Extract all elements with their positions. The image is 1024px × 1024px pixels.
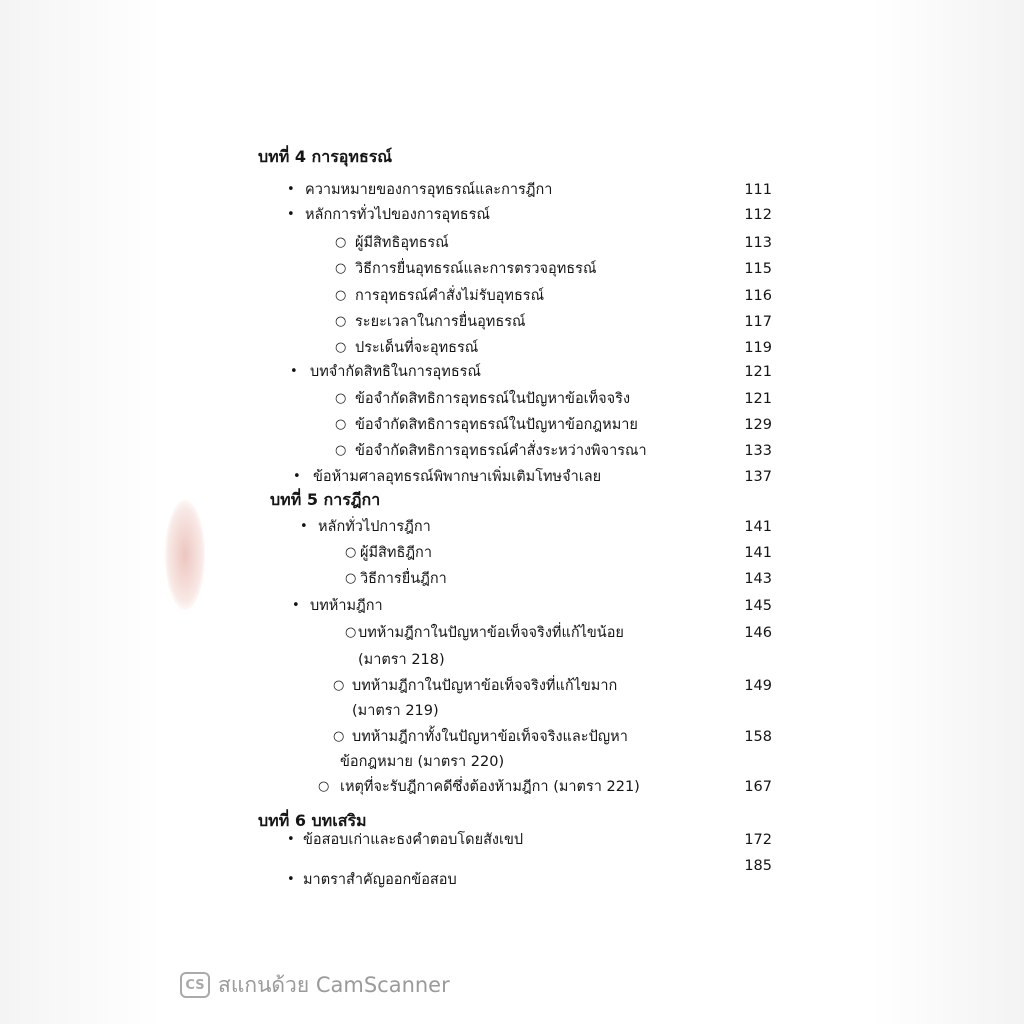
- toc-entry-text: ผู้มีสิทธิอุทธรณ์: [355, 235, 449, 251]
- circle-bullet-icon: ○: [335, 417, 347, 432]
- circle-bullet-icon: ○: [335, 340, 347, 355]
- camscanner-logo-icon: CS: [180, 972, 210, 998]
- chapter-heading: บทที่ 5 การฎีกา: [270, 490, 381, 509]
- toc-entry-text: ระยะเวลาในการยื่นอุทธรณ์: [355, 314, 526, 330]
- chapter-heading: บทที่ 4 การอุทธรณ์: [258, 147, 393, 166]
- toc-entry-text: (มาตรา 218): [358, 652, 445, 668]
- toc-entry-text: ข้อจำกัดสิทธิการอุทธรณ์ในปัญหาข้อกฎหมาย: [355, 417, 638, 433]
- page-number: 121: [744, 391, 772, 407]
- circle-bullet-icon: ○: [333, 678, 345, 693]
- toc-entry-text: ข้อจำกัดสิทธิการอุทธรณ์คำสั่งระหว่างพิจารณา: [355, 443, 647, 459]
- toc-entry-text: หลักทั่วไปการฎีกา: [318, 519, 431, 535]
- page-number: 133: [744, 443, 772, 459]
- page-number: 172: [744, 832, 772, 848]
- camscanner-watermark: [180, 970, 450, 1000]
- page-number: 112: [744, 207, 772, 223]
- toc-entry-text: ข้อกฎหมาย (มาตรา 220): [340, 754, 505, 770]
- finger-smudge: [165, 500, 205, 610]
- toc-entry-text: ข้อห้ามศาลอุทธรณ์พิพากษาเพิ่มเติมโทษจำเลย: [313, 469, 602, 485]
- circle-bullet-icon: ○: [333, 729, 345, 744]
- page-number: 146: [744, 625, 772, 641]
- circle-bullet-icon: ○: [335, 288, 347, 303]
- page-number: 167: [744, 779, 772, 795]
- circle-bullet-icon: ○: [335, 314, 347, 329]
- page-number: 129: [744, 417, 772, 433]
- page-number: 116: [744, 288, 772, 304]
- page-number: 185: [744, 858, 772, 874]
- page-number: 117: [744, 314, 772, 330]
- circle-bullet-icon: ○: [335, 235, 347, 250]
- bullet-icon: •: [292, 598, 300, 613]
- toc-entry-text: ประเด็นที่จะอุทธรณ์: [355, 340, 479, 356]
- watermark-text: สแกนด้วย CamScanner: [218, 972, 450, 997]
- page-number: 115: [744, 261, 772, 277]
- toc-entry-text: วิธีการยื่นอุทธรณ์และการตรวจอุทธรณ์: [355, 261, 597, 277]
- page-number: 149: [744, 678, 772, 694]
- page-number: 158: [744, 729, 772, 745]
- circle-bullet-icon: ○: [345, 545, 357, 560]
- toc-entry-text: ข้อสอบเก่าและธงคำตอบโดยสังเขป: [303, 832, 524, 848]
- toc-entry-text: ข้อจำกัดสิทธิการอุทธรณ์ในปัญหาข้อเท็จจริง: [355, 391, 631, 407]
- page-number: 143: [744, 571, 772, 587]
- toc-entry-text: บทห้ามฎีกา: [310, 598, 383, 614]
- bullet-icon: •: [287, 182, 295, 197]
- page-number: 141: [744, 545, 772, 561]
- toc-entry-text: เหตุที่จะรับฎีกาคดีซึ่งต้องห้ามฎีกา (มาตรา 221): [340, 779, 640, 795]
- page-number: 141: [744, 519, 772, 535]
- toc-entry-text: มาตราสำคัญออกข้อสอบ: [303, 872, 457, 888]
- toc-entry-text: บทห้ามฎีกาในปัญหาข้อเท็จจริงที่แก้ไขน้อย: [358, 625, 624, 641]
- page-number: 119: [744, 340, 772, 356]
- page-number: 137: [744, 469, 772, 485]
- toc-entry-text: (มาตรา 219): [352, 703, 439, 719]
- toc-entry-text: บทจำกัดสิทธิในการอุทธรณ์: [310, 364, 481, 380]
- circle-bullet-icon: ○: [335, 261, 347, 276]
- toc-entry-text: วิธีการยื่นฎีกา: [360, 571, 447, 587]
- toc-entry-text: การอุทธรณ์คำสั่งไม่รับอุทธรณ์: [355, 288, 545, 304]
- bullet-icon: •: [293, 469, 301, 484]
- toc-entry-text: ผู้มีสิทธิฎีกา: [360, 545, 432, 561]
- bullet-icon: •: [300, 519, 308, 534]
- page-number: 145: [744, 598, 772, 614]
- page-number: 113: [744, 235, 772, 251]
- chapter-heading: บทที่ 6 บทเสริม: [258, 811, 367, 830]
- circle-bullet-icon: ○: [335, 443, 347, 458]
- circle-bullet-icon: ○: [335, 391, 347, 406]
- circle-bullet-icon: ○: [345, 571, 357, 586]
- bullet-icon: •: [287, 207, 295, 222]
- bullet-icon: •: [287, 872, 295, 887]
- toc-entry-text: ความหมายของการอุทธรณ์และการฎีกา: [305, 182, 553, 198]
- circle-bullet-icon: ○: [318, 779, 330, 794]
- page-number: 121: [744, 364, 772, 380]
- toc-entry-text: หลักการทั่วไปของการอุทธรณ์: [305, 207, 490, 223]
- bullet-icon: •: [290, 364, 298, 379]
- page-number: 111: [744, 182, 772, 198]
- toc-entry-text: บทห้ามฎีกาทั้งในปัญหาข้อเท็จจริงและปัญหา: [352, 729, 628, 745]
- circle-bullet-icon: ○: [345, 625, 357, 640]
- bullet-icon: •: [287, 832, 295, 847]
- toc-entry-text: บทห้ามฎีกาในปัญหาข้อเท็จจริงที่แก้ไขมาก: [352, 678, 618, 694]
